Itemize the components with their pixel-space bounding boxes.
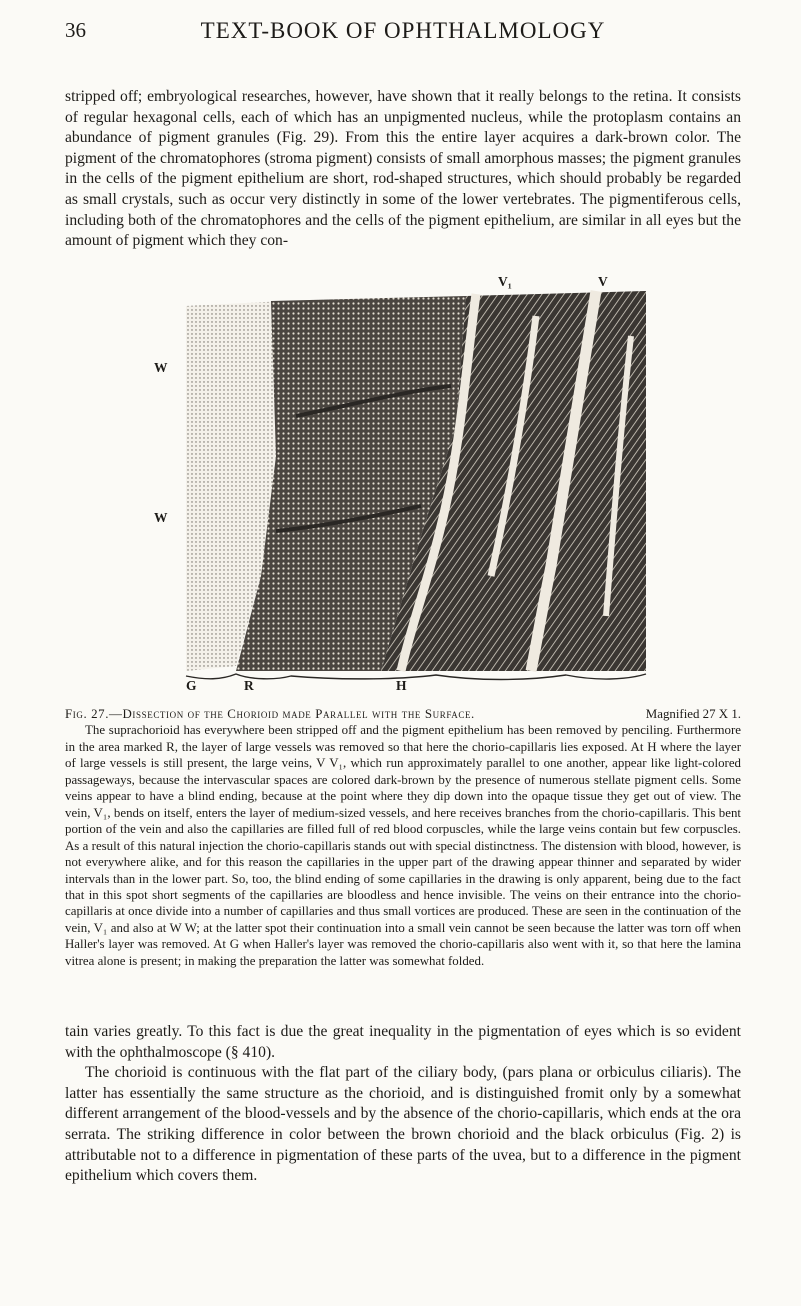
caption-title: Fig. 27.—Dissection of the Chorioid made Parallel with the Surface.	[65, 707, 475, 721]
label-g: G	[186, 678, 197, 693]
label-w-lower: W	[154, 510, 168, 525]
running-head: TEXT-BOOK OF OPHTHALMOLOGY	[200, 18, 606, 43]
paragraph-bottom-2: The chorioid is continuous with the flat part of the ciliary body, (pars plana or orbiculus ciliaris). The latter has essentially the same structure as the chorioid, and is distinguished fromit only by a somewhat different arrangement of the blood-vessels and by the absence of the chorio-capillaris, which ends at the ora serrata. The striking difference in color between the brown chorioid and the black orbiculus (Fig. 2) is attributable not to a difference in pigmentation of these parts of the uvea, but to a difference in the pigment epithelium which covers them.	[65, 1064, 741, 1185]
label-v1: V₁	[498, 274, 512, 289]
label-w-upper: W	[154, 360, 168, 375]
paragraph-bottom	[65, 1022, 741, 1187]
caption-body: The suprachorioid has everywhere been stripped off and the pigment epithelium has been removed by penciling. Furthermore in the area marked R, the layer of large vessels was removed so that here the chorio-capillaris lies exposed. At H where the layer of large vessels is still present, the large veins, V V₁, which run approximately parallel to one another, appear like light-colored passageways, because the intervascular spaces are colored dark-brown by the presence of numerous stellate pigment cells. Some veins appear to have a blind ending, because at the point where they dip down into the opaque tissue they get out of view. The vein, V₁, bends on itself, enters the layer of medium-sized vessels, and here receives branches from the chorio-capillaris. This bent portion of the vein and also the capillaries are filled full of red blood corpuscles, while the large veins contain but few corpuscles. As a result of this natural injection the chorio-capillaris stands out with special distinctness. The distension with blood, however, is not everywhere alike, and for this reason the capillaries in the upper part of the drawing appear thinner and separated by wider intervals than in the lower part. So, too, the blind ending of some capillaries in the drawing is only apparent, being due to the fact that in this spot short segments of the capillaries are bloodless and hence invisible. The veins on their entrance into the chorio-capillaris at once divide into a number of capillaries and thus small vortices are produced. These are seen in the continuation of the vein, V₁ and also at W W; at the latter spot their continuation into a small vein cannot be seen because the latter was torn off when Haller's layer was removed. At G when Haller's layer was removed the chorio-capillaris also went with it, so that here the lamina vitrea alone is present; in making the preparation the latter was somewhat folded.	[65, 723, 741, 968]
page-header	[65, 18, 741, 52]
chorioid-dissection-figure	[154, 274, 661, 696]
label-h: H	[396, 678, 407, 693]
figure-caption	[65, 706, 741, 969]
paragraph-bottom-1: tain varies greatly. To this fact is due the great inequality in the pigmentation of eyes which is so evident with the ophthalmoscope (§ 410).	[65, 1023, 741, 1061]
label-r: R	[244, 678, 254, 693]
chorioid-illustration	[166, 276, 661, 696]
label-v: V	[598, 274, 608, 289]
section-edge	[186, 674, 646, 680]
caption-magnification: Magnified 27 X 1.	[645, 707, 741, 721]
paragraph-top-text: stripped off; embryological researches, however, have shown that it really belongs to the retina. It consists of regular hexagonal cells, each of which has an unpigmented nucleus, while the protoplasm contains an abundance of pigment granules (Fig. 29). From this the entire layer acquires a dark-brown color. The pigment of the chromatophores (stroma pigment) consists of small amorphous masses; the pigment granules in the cells of the pigment epithelium are short, rod-shaped structures, which should probably be regarded as small crystals, such as occur very distinctly in some of the lower vertebrates. The pigmentiferous cells, including both of the chromatophores and the cells of the pigment epithelium, are similar in all eyes but the amount of pigment which they con-	[65, 88, 741, 250]
caption-heading	[65, 706, 741, 722]
paragraph-top	[65, 87, 741, 252]
page-number: 36	[65, 18, 86, 42]
